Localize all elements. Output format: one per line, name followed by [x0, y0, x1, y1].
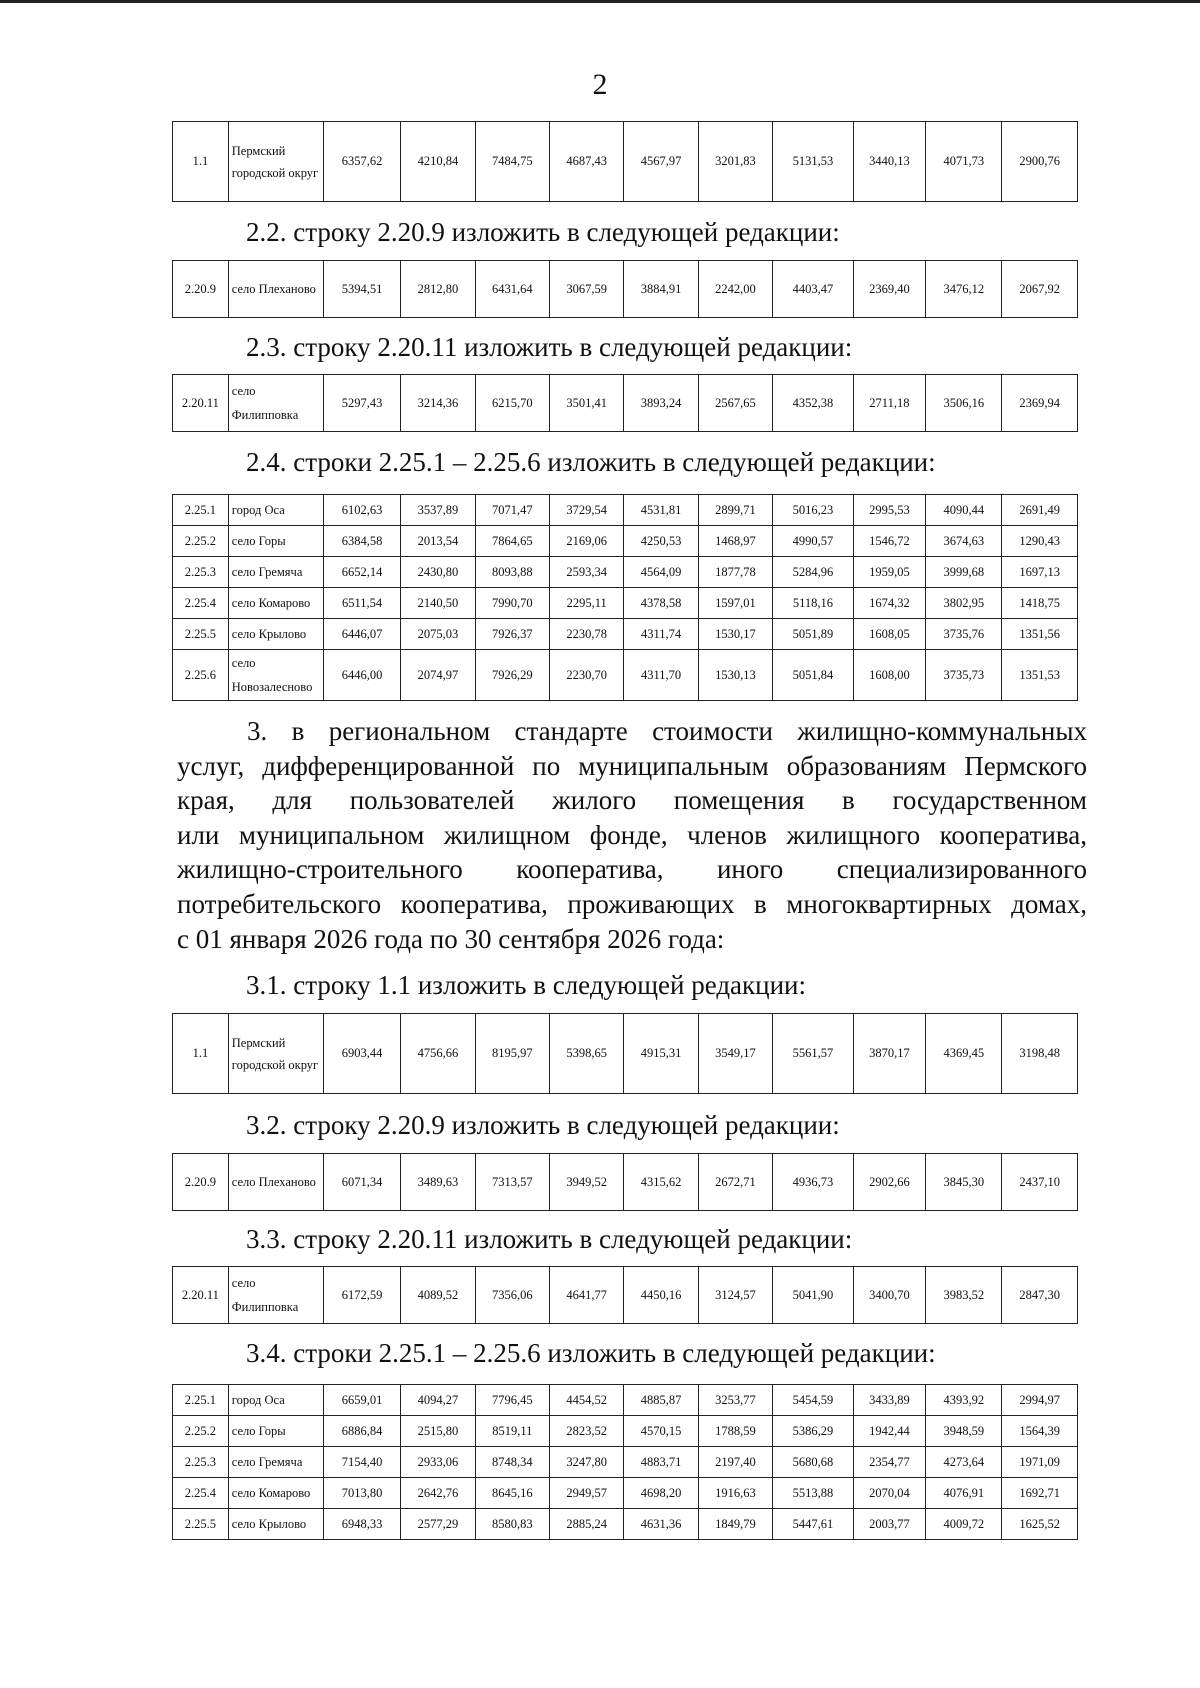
value-cell: 3870,17: [853, 1014, 925, 1094]
value-cell: 4990,57: [773, 526, 854, 557]
row-code-cell: 2.25.4: [173, 588, 229, 619]
value-cell: 1351,56: [1002, 619, 1078, 650]
value-cell: 2013,54: [401, 526, 475, 557]
value-cell: 2933,06: [401, 1447, 475, 1478]
table-row-2-20-11: [172, 374, 1078, 432]
value-cell: 2812,80: [401, 261, 475, 318]
value-cell: 3999,68: [926, 557, 1002, 588]
row-code-cell: 2.25.1: [173, 1385, 229, 1416]
value-cell: 2074,97: [401, 650, 475, 701]
value-cell: 1697,13: [1002, 557, 1078, 588]
value-cell: 3948,59: [926, 1416, 1002, 1447]
table-row: [173, 122, 1078, 202]
value-cell: 8093,88: [475, 557, 549, 588]
value-cell: 2672,71: [698, 1154, 772, 1211]
value-cell: 2169,06: [550, 526, 624, 557]
row-name-cell: село Филипповка: [228, 1267, 323, 1324]
value-cell: 2369,94: [1002, 375, 1078, 432]
row-code-cell: 2.25.5: [173, 619, 229, 650]
table-row-2-20-9: [172, 260, 1078, 318]
row-name-cell: село Гремяча: [228, 557, 323, 588]
value-cell: 2691,49: [1002, 495, 1078, 526]
value-cell: 3729,54: [550, 495, 624, 526]
value-cell: 4883,71: [624, 1447, 698, 1478]
value-cell: 4378,58: [624, 588, 698, 619]
row-name-cell: село Плеханово: [228, 261, 323, 318]
value-cell: 6071,34: [323, 1154, 400, 1211]
value-cell: 5041,90: [773, 1267, 854, 1324]
value-cell: 4393,92: [926, 1385, 1002, 1416]
value-cell: 5454,59: [773, 1385, 854, 1416]
value-cell: 2515,80: [401, 1416, 475, 1447]
value-cell: 2075,03: [401, 619, 475, 650]
value-cell: 3067,59: [550, 261, 624, 318]
value-cell: 6446,07: [323, 619, 400, 650]
paragraph-3: [177, 714, 1087, 956]
value-cell: 2140,50: [401, 588, 475, 619]
row-name-cell: село Крылово: [228, 1509, 323, 1540]
value-cell: 5513,88: [773, 1478, 854, 1509]
value-cell: 1674,32: [853, 588, 925, 619]
value-cell: 2230,70: [550, 650, 624, 701]
value-cell: 2995,53: [853, 495, 925, 526]
value-cell: 3845,30: [926, 1154, 1002, 1211]
value-cell: 8195,97: [475, 1014, 549, 1094]
paragraph-3-line: потребительского кооператива, проживающих в многоквартирных домах,: [177, 888, 1087, 919]
value-cell: 5680,68: [773, 1447, 854, 1478]
value-cell: 2003,77: [853, 1509, 925, 1540]
value-cell: 7990,70: [475, 588, 549, 619]
row-code-cell: 1.1: [173, 1014, 229, 1094]
value-cell: 3501,41: [550, 375, 624, 432]
value-cell: 1971,09: [1002, 1447, 1078, 1478]
value-cell: 2437,10: [1002, 1154, 1078, 1211]
value-cell: 4089,52: [401, 1267, 475, 1324]
paragraph-3-line: жилищно-строительного кооператива, иного специализированного: [177, 854, 1087, 885]
row-name-cell: село Горы: [228, 526, 323, 557]
value-cell: 7356,06: [475, 1267, 549, 1324]
table-row: [173, 1447, 1078, 1478]
value-cell: 6102,63: [323, 495, 400, 526]
value-cell: 2369,40: [853, 261, 925, 318]
value-cell: 7796,45: [475, 1385, 549, 1416]
row-code-cell: 2.20.11: [173, 375, 229, 432]
value-cell: 2899,71: [698, 495, 772, 526]
value-cell: 4273,64: [926, 1447, 1002, 1478]
value-cell: 2885,24: [550, 1509, 624, 1540]
value-cell: 3884,91: [624, 261, 698, 318]
table-row: [173, 557, 1078, 588]
row-name-cell: город Оса: [228, 1385, 323, 1416]
value-cell: 6948,33: [323, 1509, 400, 1540]
value-cell: 1608,00: [853, 650, 925, 701]
value-cell: 1530,13: [698, 650, 772, 701]
value-cell: 4915,31: [624, 1014, 698, 1094]
value-cell: 1468,97: [698, 526, 772, 557]
table-row: [173, 1154, 1078, 1211]
value-cell: 2711,18: [853, 375, 925, 432]
paragraph-3-line: края, для пользователей жилого помещения в государственном: [177, 785, 1087, 816]
value-cell: 4403,47: [773, 261, 854, 318]
value-cell: 3506,16: [926, 375, 1002, 432]
value-cell: 3949,52: [550, 1154, 624, 1211]
row-name-cell: Пермский городской округ: [228, 122, 323, 202]
heading-3-4: 3.4. строки 2.25.1 – 2.25.6 изложить в следующей редакции:: [246, 1338, 936, 1368]
value-cell: 4352,38: [773, 375, 854, 432]
value-cell: 3893,24: [624, 375, 698, 432]
table-row-2-20-11-part3: [172, 1266, 1078, 1324]
value-cell: 4454,52: [550, 1385, 624, 1416]
value-cell: 2070,04: [853, 1478, 925, 1509]
value-cell: 4094,27: [401, 1385, 475, 1416]
value-cell: 1351,53: [1002, 650, 1078, 701]
table-row: [173, 619, 1078, 650]
value-cell: 4009,72: [926, 1509, 1002, 1540]
value-cell: 4311,70: [624, 650, 698, 701]
value-cell: 5051,89: [773, 619, 854, 650]
value-cell: 4687,43: [550, 122, 624, 202]
value-cell: 2242,00: [698, 261, 772, 318]
value-cell: 5016,23: [773, 495, 854, 526]
table-row: [173, 1478, 1078, 1509]
value-cell: 4698,20: [624, 1478, 698, 1509]
heading-3-3: 3.3. строку 2.20.11 изложить в следующей редакции:: [246, 1224, 853, 1254]
table-row: [173, 650, 1078, 701]
value-cell: 2354,77: [853, 1447, 925, 1478]
table-row-2-20-9-part3: [172, 1153, 1078, 1211]
paragraph-3-line: или муниципальном жилищном фонде, членов жилищного кооператива,: [177, 819, 1087, 850]
row-name-cell: село Филипповка: [228, 375, 323, 432]
value-cell: 3214,36: [401, 375, 475, 432]
value-cell: 1418,75: [1002, 588, 1078, 619]
table-row: [173, 1509, 1078, 1540]
paragraph-3-line: 3. в региональном стандарте стоимости жилищно-коммунальных: [247, 716, 1087, 746]
row-name-cell: Пермский городской округ: [228, 1014, 323, 1094]
value-cell: 4531,81: [624, 495, 698, 526]
row-name-cell: село Гремяча: [228, 1447, 323, 1478]
value-cell: 8645,16: [475, 1478, 549, 1509]
value-cell: 5297,43: [323, 375, 400, 432]
value-cell: 5284,96: [773, 557, 854, 588]
row-code-cell: 2.25.3: [173, 1447, 229, 1478]
value-cell: 2900,76: [1002, 122, 1078, 202]
table-row: [173, 261, 1078, 318]
value-cell: 6886,84: [323, 1416, 400, 1447]
value-cell: 2949,57: [550, 1478, 624, 1509]
value-cell: 7484,75: [475, 122, 549, 202]
value-cell: 1625,52: [1002, 1509, 1078, 1540]
value-cell: 6652,14: [323, 557, 400, 588]
value-cell: 8580,83: [475, 1509, 549, 1540]
value-cell: 1942,44: [853, 1416, 925, 1447]
value-cell: 1608,05: [853, 619, 925, 650]
value-cell: 5398,65: [550, 1014, 624, 1094]
value-cell: 3198,48: [1002, 1014, 1078, 1094]
table-row: [173, 588, 1078, 619]
value-cell: 3802,95: [926, 588, 1002, 619]
paragraph-3-line: с 01 января 2026 года по 30 сентября 2026 года:: [177, 923, 725, 954]
value-cell: 7313,57: [475, 1154, 549, 1211]
row-code-cell: 1.1: [173, 122, 229, 202]
value-cell: 3735,76: [926, 619, 1002, 650]
value-cell: 3549,17: [698, 1014, 772, 1094]
row-code-cell: 2.20.11: [173, 1267, 229, 1324]
value-cell: 4564,09: [624, 557, 698, 588]
value-cell: 8519,11: [475, 1416, 549, 1447]
value-cell: 7864,65: [475, 526, 549, 557]
heading-2-4: 2.4. строки 2.25.1 – 2.25.6 изложить в следующей редакции:: [246, 447, 936, 477]
row-name-cell: село Горы: [228, 1416, 323, 1447]
heading-3-2: 3.2. строку 2.20.9 изложить в следующей редакции:: [246, 1110, 840, 1140]
value-cell: 5131,53: [773, 122, 854, 202]
value-cell: 3674,63: [926, 526, 1002, 557]
table-row: [173, 1267, 1078, 1324]
value-cell: 1530,17: [698, 619, 772, 650]
value-cell: 7013,80: [323, 1478, 400, 1509]
row-code-cell: 2.25.2: [173, 526, 229, 557]
value-cell: 2994,97: [1002, 1385, 1078, 1416]
paragraph-3-line: услуг, дифференцированной по муниципальным образованиям Пермского: [177, 750, 1087, 781]
value-cell: 4369,45: [926, 1014, 1002, 1094]
table-rows-2-25: [172, 494, 1078, 701]
table-row: [173, 1014, 1078, 1094]
value-cell: 7926,37: [475, 619, 549, 650]
scan-top-edge: [0, 0, 1200, 3]
value-cell: 7154,40: [323, 1447, 400, 1478]
value-cell: 4641,77: [550, 1267, 624, 1324]
value-cell: 2642,76: [401, 1478, 475, 1509]
value-cell: 4076,91: [926, 1478, 1002, 1509]
row-code-cell: 2.25.4: [173, 1478, 229, 1509]
value-cell: 6384,58: [323, 526, 400, 557]
row-name-cell: село Новозалесново: [228, 650, 323, 701]
value-cell: 5051,84: [773, 650, 854, 701]
value-cell: 2823,52: [550, 1416, 624, 1447]
value-cell: 6172,59: [323, 1267, 400, 1324]
value-cell: 1692,71: [1002, 1478, 1078, 1509]
table-row-1-1-part3: [172, 1013, 1078, 1094]
value-cell: 2577,29: [401, 1509, 475, 1540]
value-cell: 4631,36: [624, 1509, 698, 1540]
value-cell: 3983,52: [926, 1267, 1002, 1324]
row-code-cell: 2.25.2: [173, 1416, 229, 1447]
row-code-cell: 2.25.5: [173, 1509, 229, 1540]
value-cell: 7071,47: [475, 495, 549, 526]
value-cell: 3440,13: [853, 122, 925, 202]
value-cell: 6431,64: [475, 261, 549, 318]
value-cell: 1597,01: [698, 588, 772, 619]
value-cell: 1290,43: [1002, 526, 1078, 557]
value-cell: 1788,59: [698, 1416, 772, 1447]
value-cell: 3124,57: [698, 1267, 772, 1324]
heading-3-1: 3.1. строку 1.1 изложить в следующей редакции:: [246, 970, 807, 1000]
value-cell: 5561,57: [773, 1014, 854, 1094]
value-cell: 3476,12: [926, 261, 1002, 318]
value-cell: 3489,63: [401, 1154, 475, 1211]
value-cell: 6659,01: [323, 1385, 400, 1416]
value-cell: 4071,73: [926, 122, 1002, 202]
table-row: [173, 1416, 1078, 1447]
value-cell: 4311,74: [624, 619, 698, 650]
value-cell: 5118,16: [773, 588, 854, 619]
value-cell: 4210,84: [401, 122, 475, 202]
value-cell: 4567,97: [624, 122, 698, 202]
value-cell: 1916,63: [698, 1478, 772, 1509]
row-code-cell: 2.25.6: [173, 650, 229, 701]
row-name-cell: село Комарово: [228, 1478, 323, 1509]
value-cell: 6357,62: [323, 122, 400, 202]
value-cell: 4250,53: [624, 526, 698, 557]
row-code-cell: 2.20.9: [173, 1154, 229, 1211]
value-cell: 1959,05: [853, 557, 925, 588]
value-cell: 4756,66: [401, 1014, 475, 1094]
value-cell: 1546,72: [853, 526, 925, 557]
value-cell: 2295,11: [550, 588, 624, 619]
value-cell: 4570,15: [624, 1416, 698, 1447]
table-rows-2-25-part3: [172, 1384, 1078, 1540]
value-cell: 4885,87: [624, 1385, 698, 1416]
row-name-cell: село Плеханово: [228, 1154, 323, 1211]
value-cell: 2430,80: [401, 557, 475, 588]
value-cell: 1849,79: [698, 1509, 772, 1540]
value-cell: 6511,54: [323, 588, 400, 619]
table-row: [173, 1385, 1078, 1416]
value-cell: 6446,00: [323, 650, 400, 701]
value-cell: 3247,80: [550, 1447, 624, 1478]
value-cell: 2067,92: [1002, 261, 1078, 318]
value-cell: 2197,40: [698, 1447, 772, 1478]
row-name-cell: село Комарово: [228, 588, 323, 619]
row-name-cell: город Оса: [228, 495, 323, 526]
row-code-cell: 2.20.9: [173, 261, 229, 318]
value-cell: 3253,77: [698, 1385, 772, 1416]
value-cell: 8748,34: [475, 1447, 549, 1478]
value-cell: 6215,70: [475, 375, 549, 432]
value-cell: 1877,78: [698, 557, 772, 588]
value-cell: 3400,70: [853, 1267, 925, 1324]
value-cell: 2847,30: [1002, 1267, 1078, 1324]
value-cell: 3433,89: [853, 1385, 925, 1416]
value-cell: 4315,62: [624, 1154, 698, 1211]
value-cell: 5394,51: [323, 261, 400, 318]
value-cell: 2593,34: [550, 557, 624, 588]
heading-2-3: 2.3. строку 2.20.11 изложить в следующей редакции:: [246, 332, 853, 362]
row-name-cell: село Крылово: [228, 619, 323, 650]
row-code-cell: 2.25.3: [173, 557, 229, 588]
page-number: 2: [592, 68, 608, 101]
value-cell: 4936,73: [773, 1154, 854, 1211]
value-cell: 7926,29: [475, 650, 549, 701]
value-cell: 5447,61: [773, 1509, 854, 1540]
value-cell: 2230,78: [550, 619, 624, 650]
value-cell: 2567,65: [698, 375, 772, 432]
heading-2-2: 2.2. строку 2.20.9 изложить в следующей редакции:: [246, 217, 840, 247]
table-row: [173, 495, 1078, 526]
value-cell: 3537,89: [401, 495, 475, 526]
value-cell: 5386,29: [773, 1416, 854, 1447]
value-cell: 3735,73: [926, 650, 1002, 701]
value-cell: 3201,83: [698, 122, 772, 202]
value-cell: 4450,16: [624, 1267, 698, 1324]
table-row: [173, 375, 1078, 432]
value-cell: 1564,39: [1002, 1416, 1078, 1447]
table-row: [173, 526, 1078, 557]
value-cell: 2902,66: [853, 1154, 925, 1211]
table-row-1-1: [172, 121, 1078, 202]
row-code-cell: 2.25.1: [173, 495, 229, 526]
value-cell: 4090,44: [926, 495, 1002, 526]
value-cell: 6903,44: [323, 1014, 400, 1094]
